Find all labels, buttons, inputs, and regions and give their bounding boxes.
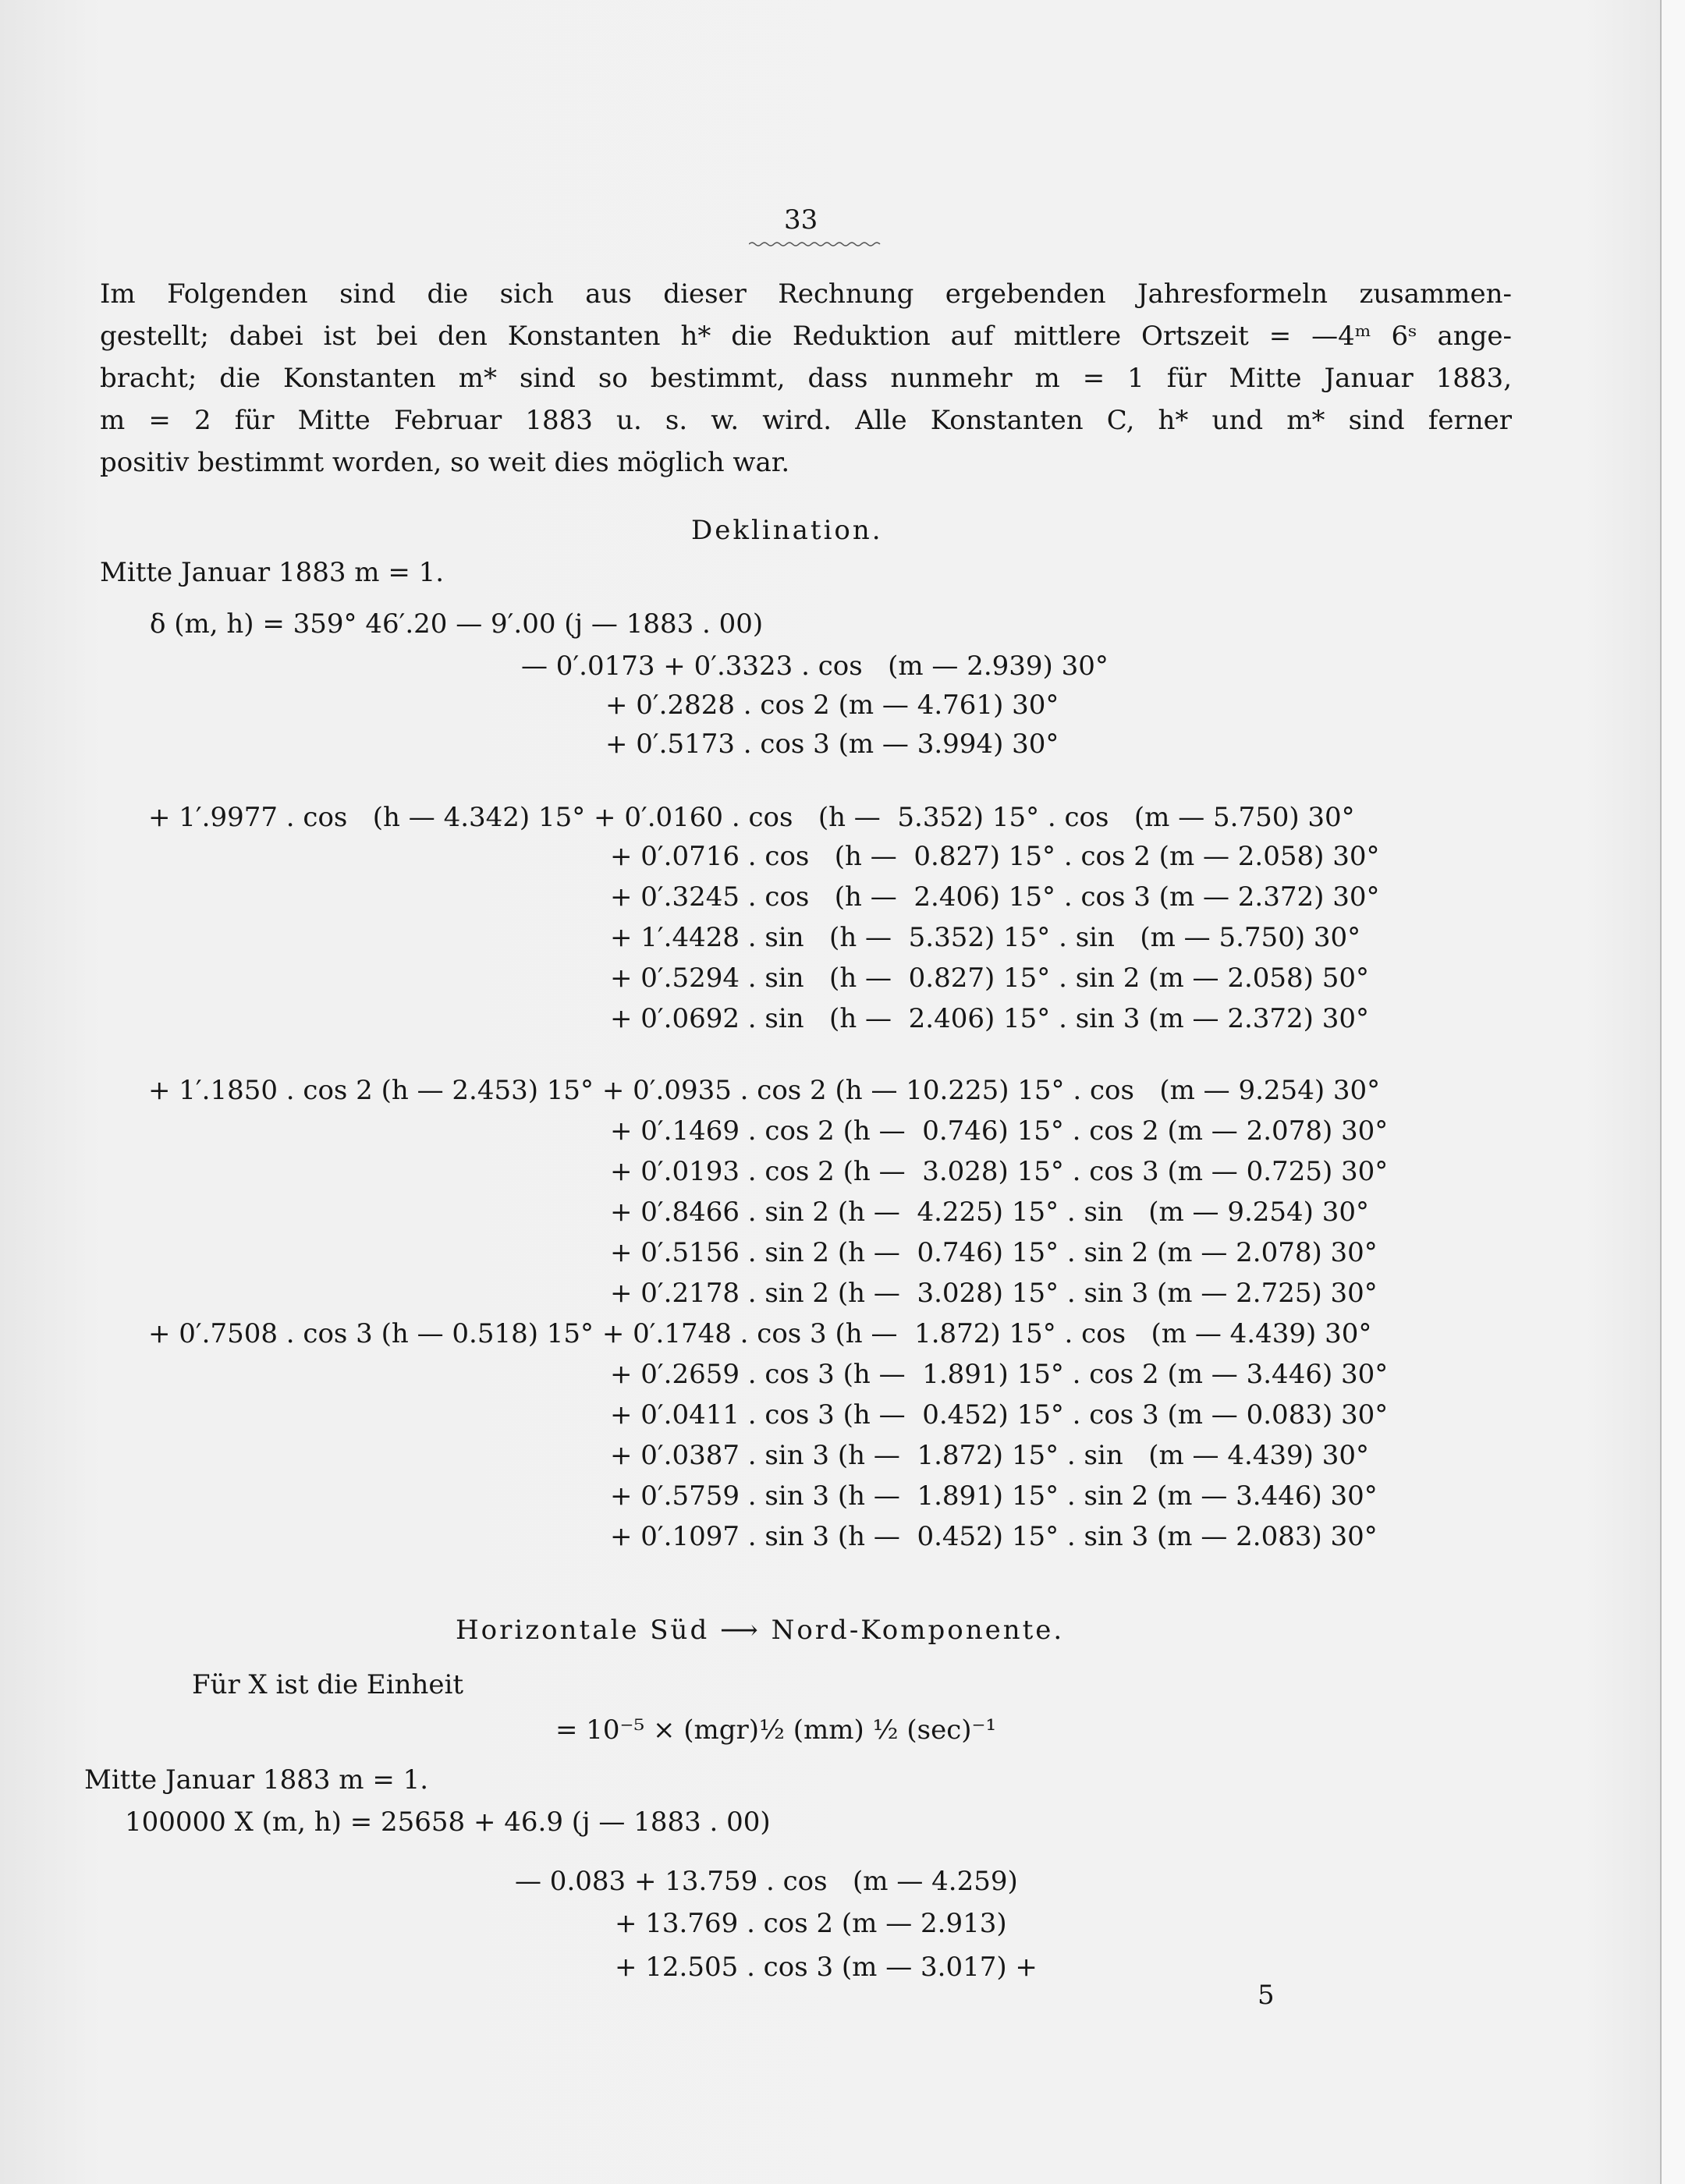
page-edge <box>1660 0 1685 2184</box>
formula-line: — 0.083 + 13.759 . cos (m — 4.259) <box>515 1866 1018 1897</box>
formula-line: + 0′.8466 . sin 2 (h — 4.225) 15° . sin (m — 9.254) 30° <box>610 1197 1369 1228</box>
formula-line: + 0′.2659 . cos 3 (h — 1.891) 15° . cos 2 (m — 3.446) 30° <box>610 1359 1389 1390</box>
formula-line: + 0′.5759 . sin 3 (h — 1.891) 15° . sin 2 (m — 3.446) 30° <box>610 1480 1378 1512</box>
formula-line: + 0′.0411 . cos 3 (h — 0.452) 15° . cos 3 (m — 0.083) 30° <box>610 1399 1389 1431</box>
formula-line: + 0′.5156 . sin 2 (h — 0.746) 15° . sin 2 (m — 2.078) 30° <box>610 1237 1378 1268</box>
formula-line: + 1′.4428 . sin (h — 5.352) 15° . sin (m — 5.750) 30° <box>610 922 1361 953</box>
intro-line: Im Folgenden sind die sich aus dieser Rechnung ergebenden Jahresformeln zusammen- <box>100 278 1512 310</box>
section-heading-deklination: Deklination. <box>691 515 883 546</box>
formula-line: + 0′.0692 . sin (h — 2.406) 15° . sin 3 (m — 2.372) 30° <box>610 1003 1369 1034</box>
formula-line: δ (m, h) = 359° 46′.20 — 9′.00 (j — 1883 . 00) <box>150 608 764 640</box>
page-number-ornament <box>749 240 882 248</box>
formula-line: 100000 X (m, h) = 25658 + 46.9 (j — 1883 . 00) <box>125 1806 771 1838</box>
intro-paragraph <box>100 273 1512 484</box>
formula-line: + 0′.1097 . sin 3 (h — 0.452) 15° . sin 3 (m — 2.083) 30° <box>610 1521 1378 1552</box>
formula-line: + 0′.2178 . sin 2 (h — 3.028) 15° . sin 3 (m — 2.725) 30° <box>610 1278 1378 1309</box>
formula-line: + 0′.0193 . cos 2 (h — 3.028) 15° . cos 3 (m — 0.725) 30° <box>610 1156 1389 1187</box>
formula-line: + 0′.0716 . cos (h — 0.827) 15° . cos 2 (m — 2.058) 30° <box>610 841 1380 872</box>
intro-line: positiv bestimmt worden, so weit dies möglich war. <box>100 447 790 478</box>
page-number: 33 <box>784 204 818 236</box>
intro-line: gestellt; dabei ist bei den Konstanten h* die Reduktion auf mittlere Ortszeit = —4ᵐ 6ˢ ange- <box>100 321 1512 352</box>
formula-line: + 0′.2828 . cos 2 (m — 4.761) 30° <box>605 690 1059 721</box>
formula-line: — 0′.0173 + 0′.3323 . cos (m — 2.939) 30° <box>521 651 1109 682</box>
formula-line: + 0′.1469 . cos 2 (h — 0.746) 15° . cos 2 (m — 2.078) 30° <box>610 1115 1389 1147</box>
formula-line: + 1′.9977 . cos (h — 4.342) 15° + 0′.0160 . cos (h — 5.352) 15° . cos (m — 5.750) 30° <box>148 802 1355 833</box>
mitte-januar-label: Mitte Januar 1883 m = 1. <box>100 557 445 588</box>
signature-mark: 5 <box>1258 1980 1275 2011</box>
formula-line: + 1′.1850 . cos 2 (h — 2.453) 15° + 0′.0935 . cos 2 (h — 10.225) 15° . cos (m — 9.254) 30° <box>148 1075 1381 1106</box>
formula-line: + 0′.5294 . sin (h — 0.827) 15° . sin 2 (m — 2.058) 50° <box>610 963 1369 994</box>
intro-line: m = 2 für Mitte Februar 1883 u. s. w. wird. Alle Konstanten C, h* und m* sind ferner <box>100 405 1512 436</box>
mitte-januar-label-x: Mitte Januar 1883 m = 1. <box>84 1764 429 1796</box>
formula-line: + 13.769 . cos 2 (m — 2.913) <box>615 1908 1007 1939</box>
section-heading-horizontal: Horizontale Süd ⟶ Nord-Komponente. <box>456 1615 1065 1646</box>
unit-intro: Für X ist die Einheit <box>192 1669 464 1700</box>
unit-formula: = 10⁻⁵ × (mgr)½ (mm) ½ (sec)⁻¹ <box>555 1714 997 1746</box>
formula-line: + 0′.5173 . cos 3 (m — 3.994) 30° <box>605 729 1059 760</box>
formula-line: + 0′.7508 . cos 3 (h — 0.518) 15° + 0′.1748 . cos 3 (h — 1.872) 15° . cos (m — 4.439) 30° <box>148 1318 1372 1349</box>
formula-line: + 0′.3245 . cos (h — 2.406) 15° . cos 3 (m — 2.372) 30° <box>610 881 1380 913</box>
formula-line: + 12.505 . cos 3 (m — 3.017) + <box>615 1952 1038 1983</box>
intro-line: bracht; die Konstanten m* sind so bestimmt, dass nunmehr m = 1 für Mitte Januar 1883, <box>100 363 1512 394</box>
formula-line: + 0′.0387 . sin 3 (h — 1.872) 15° . sin (m — 4.439) 30° <box>610 1440 1369 1471</box>
